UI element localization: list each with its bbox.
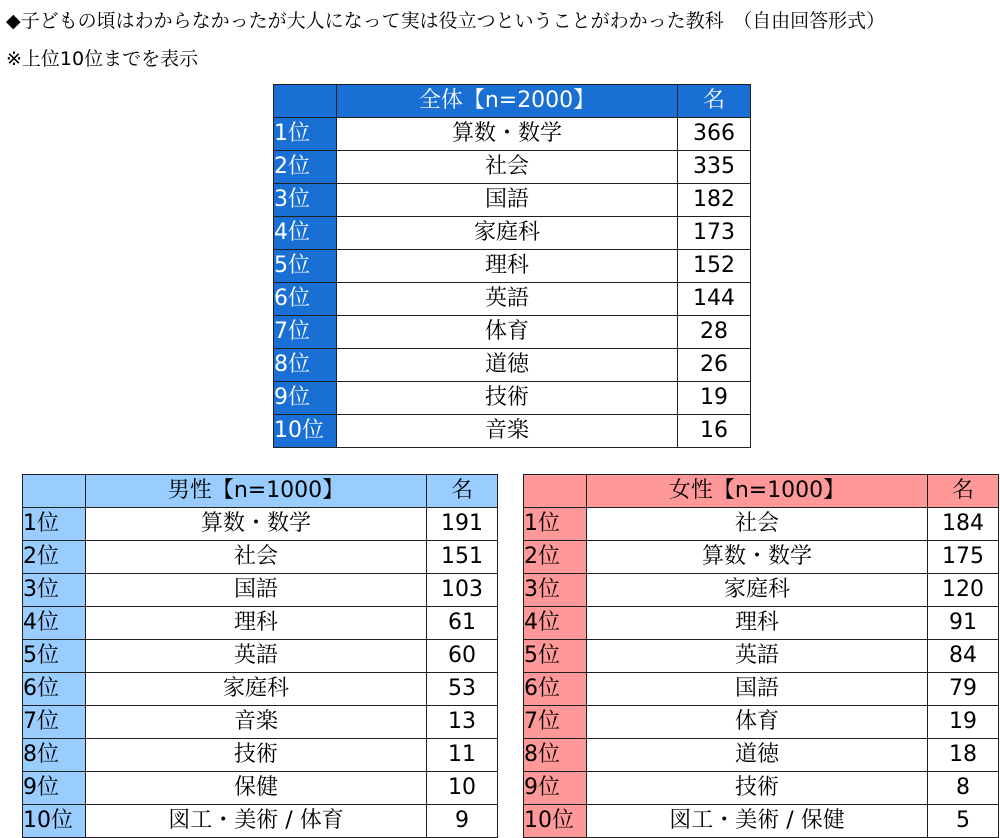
table-row — [524, 706, 999, 739]
table-row — [524, 772, 999, 805]
rank-cell: 4位 — [23, 607, 86, 640]
table-row — [524, 607, 999, 640]
table-row — [274, 316, 751, 349]
table-row — [274, 118, 751, 151]
count-header-cell: 名 — [678, 85, 751, 118]
count-cell: 53 — [427, 673, 498, 706]
subject-cell: 音楽 — [337, 415, 678, 448]
rank-cell: 8位 — [23, 739, 86, 772]
table-row — [524, 673, 999, 706]
table-row — [23, 739, 498, 772]
count-cell: 8 — [928, 772, 999, 805]
female-ranking-table — [523, 474, 999, 838]
table-row — [23, 541, 498, 574]
table-row — [274, 349, 751, 382]
page-title: ◆子どもの頃はわからなかったが大人になって実は役立つということがわかった教科 （自由回答形式） — [6, 10, 886, 32]
subject-cell: 技術 — [337, 382, 678, 415]
table-row — [524, 805, 999, 838]
subject-cell: 保健 — [86, 772, 427, 805]
subject-cell: 国語 — [587, 673, 928, 706]
rank-cell: 6位 — [524, 673, 587, 706]
rank-cell: 10位 — [524, 805, 587, 838]
subject-cell: 技術 — [86, 739, 427, 772]
count-cell: 366 — [678, 118, 751, 151]
table-header-row — [23, 475, 498, 508]
subject-cell: 国語 — [86, 574, 427, 607]
table-row — [23, 607, 498, 640]
subject-cell: 体育 — [337, 316, 678, 349]
rank-cell: 2位 — [23, 541, 86, 574]
rank-cell: 7位 — [524, 706, 587, 739]
rank-cell: 9位 — [274, 382, 337, 415]
count-cell: 19 — [678, 382, 751, 415]
count-cell: 152 — [678, 250, 751, 283]
rank-cell: 5位 — [23, 640, 86, 673]
count-cell: 60 — [427, 640, 498, 673]
table-row — [274, 283, 751, 316]
subject-cell: 図工・美術 / 体育 — [86, 805, 427, 838]
count-cell: 151 — [427, 541, 498, 574]
overall-ranking-table — [273, 84, 751, 448]
rank-cell: 9位 — [23, 772, 86, 805]
rank-cell: 7位 — [274, 316, 337, 349]
table-row — [274, 217, 751, 250]
count-cell: 144 — [678, 283, 751, 316]
count-cell: 335 — [678, 151, 751, 184]
subject-cell: 英語 — [587, 640, 928, 673]
table-row — [23, 574, 498, 607]
table-row — [524, 508, 999, 541]
subject-cell: 音楽 — [86, 706, 427, 739]
subject-cell: 算数・数学 — [86, 508, 427, 541]
subject-cell: 理科 — [587, 607, 928, 640]
rank-cell: 2位 — [274, 151, 337, 184]
rank-cell: 6位 — [274, 283, 337, 316]
rank-cell: 4位 — [524, 607, 587, 640]
table-row — [23, 508, 498, 541]
count-cell: 191 — [427, 508, 498, 541]
rank-cell: 8位 — [524, 739, 587, 772]
count-cell: 16 — [678, 415, 751, 448]
rank-cell: 4位 — [274, 217, 337, 250]
subject-cell: 社会 — [337, 151, 678, 184]
rank-cell: 3位 — [23, 574, 86, 607]
rank-cell: 6位 — [23, 673, 86, 706]
table-header-row — [274, 85, 751, 118]
display-note: ※上位10位までを表示 — [6, 48, 199, 70]
count-cell: 18 — [928, 739, 999, 772]
rank-cell: 7位 — [23, 706, 86, 739]
subject-cell: 体育 — [587, 706, 928, 739]
rank-cell: 3位 — [524, 574, 587, 607]
subject-cell: 家庭科 — [337, 217, 678, 250]
table-row — [274, 382, 751, 415]
rank-cell: 5位 — [274, 250, 337, 283]
rank-header-cell — [524, 475, 587, 508]
count-cell: 10 — [427, 772, 498, 805]
table-row — [524, 541, 999, 574]
table-row — [274, 184, 751, 217]
count-cell: 184 — [928, 508, 999, 541]
rank-header-cell — [23, 475, 86, 508]
count-cell: 26 — [678, 349, 751, 382]
rank-cell: 9位 — [524, 772, 587, 805]
table-row — [23, 640, 498, 673]
table-header-row — [524, 475, 999, 508]
table-row — [274, 415, 751, 448]
count-cell: 13 — [427, 706, 498, 739]
rank-cell: 1位 — [23, 508, 86, 541]
rank-cell: 1位 — [524, 508, 587, 541]
group-header-cell: 全体【n=2000】 — [337, 85, 678, 118]
count-cell: 19 — [928, 706, 999, 739]
subject-cell: 英語 — [86, 640, 427, 673]
rank-cell: 10位 — [274, 415, 337, 448]
count-header-cell: 名 — [928, 475, 999, 508]
count-cell: 120 — [928, 574, 999, 607]
table-row — [274, 151, 751, 184]
count-cell: 175 — [928, 541, 999, 574]
male-ranking-table — [22, 474, 498, 838]
count-cell: 173 — [678, 217, 751, 250]
group-header-cell: 女性【n=1000】 — [587, 475, 928, 508]
count-header-cell: 名 — [427, 475, 498, 508]
table-row — [23, 706, 498, 739]
rank-cell: 5位 — [524, 640, 587, 673]
count-cell: 9 — [427, 805, 498, 838]
count-cell: 5 — [928, 805, 999, 838]
table-row — [23, 673, 498, 706]
rank-header-cell — [274, 85, 337, 118]
subject-cell: 道徳 — [337, 349, 678, 382]
table-row — [524, 739, 999, 772]
subject-cell: 図工・美術 / 保健 — [587, 805, 928, 838]
subject-cell: 社会 — [86, 541, 427, 574]
subject-cell: 算数・数学 — [337, 118, 678, 151]
rank-cell: 3位 — [274, 184, 337, 217]
table-row — [23, 805, 498, 838]
rank-cell: 1位 — [274, 118, 337, 151]
count-cell: 11 — [427, 739, 498, 772]
table-row — [524, 640, 999, 673]
rank-cell: 8位 — [274, 349, 337, 382]
subject-cell: 算数・数学 — [587, 541, 928, 574]
subject-cell: 家庭科 — [86, 673, 427, 706]
rank-cell: 10位 — [23, 805, 86, 838]
rank-cell: 2位 — [524, 541, 587, 574]
count-cell: 84 — [928, 640, 999, 673]
subject-cell: 家庭科 — [587, 574, 928, 607]
subject-cell: 国語 — [337, 184, 678, 217]
count-cell: 79 — [928, 673, 999, 706]
count-cell: 28 — [678, 316, 751, 349]
subject-cell: 理科 — [337, 250, 678, 283]
subject-cell: 理科 — [86, 607, 427, 640]
table-row — [524, 574, 999, 607]
count-cell: 182 — [678, 184, 751, 217]
table-row — [23, 772, 498, 805]
count-cell: 61 — [427, 607, 498, 640]
count-cell: 91 — [928, 607, 999, 640]
group-header-cell: 男性【n=1000】 — [86, 475, 427, 508]
count-cell: 103 — [427, 574, 498, 607]
subject-cell: 道徳 — [587, 739, 928, 772]
subject-cell: 社会 — [587, 508, 928, 541]
subject-cell: 技術 — [587, 772, 928, 805]
subject-cell: 英語 — [337, 283, 678, 316]
table-row — [274, 250, 751, 283]
